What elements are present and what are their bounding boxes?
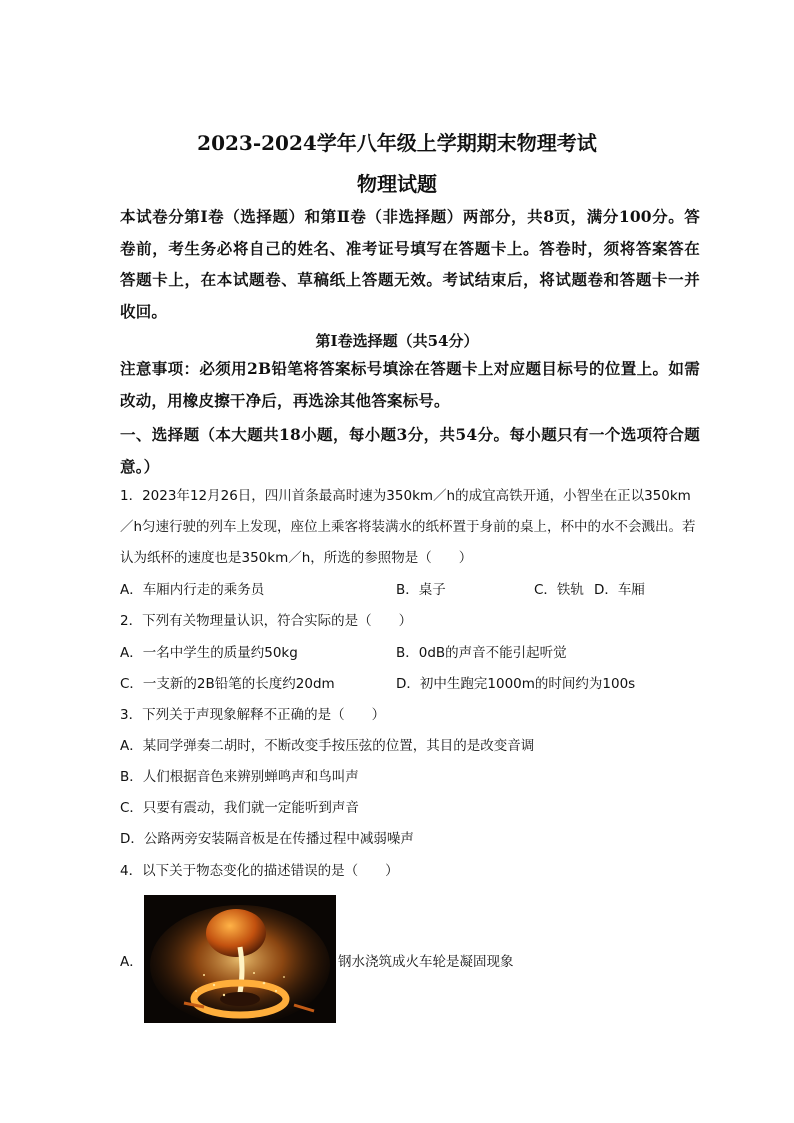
question-2-stem: 2．下列有关物理量认识，符合实际的是（ ） (120, 613, 413, 629)
question-4-option-a-label: A． (120, 954, 143, 970)
section-notice: 注意事项：必须用2B铅笔将答案标号填涂在答题卡上对应题目标号的位置上。如需改动，用橡皮擦干净后，再选涂其他答案标号。 (120, 359, 700, 410)
question-3-stem: 3．下列关于声现象解释不正确的是（ ） (120, 707, 386, 723)
section-title: 第Ⅰ卷选择题（共54分） (315, 332, 479, 350)
question-4-option-a-text: 钢水浇筑成火车轮是凝固现象 (338, 954, 514, 970)
question-3-option-a: A．某同学弹奏二胡时，不断改变手按压弦的位置，其目的是改变音调 (120, 738, 535, 754)
exam-subtitle: 物理试题 (357, 172, 437, 196)
question-1-stem: 1．2023年12月26日，四川首条最高时速为350km／h的成宜高铁开通，小智坐在正以350km／h匀速行驶的列车上发现，座位上乘客将装满水的纸杯置于身前的桌上，杯中的水不会溅出。若认为纸杯的速度也是350km／h，所选的参照物是（ ） (120, 488, 696, 566)
question-1-option-d: D．车厢 (594, 582, 645, 598)
choice-heading: 一、选择题（本大题共18小题，每小题3分，共54分。每小题只有一个选项符合题意。） (120, 425, 700, 476)
question-1-option-c: C．铁轨 (534, 582, 584, 598)
molten-steel-pouring-image (144, 895, 336, 1023)
question-2-option-b: B．0dB的声音不能引起听觉 (396, 645, 567, 661)
question-3-option-b: B．人们根据音色来辨别蝉鸣声和鸟叫声 (120, 769, 359, 785)
question-3-option-d: D．公路两旁安装隔音板是在传播过程中减弱噪声 (120, 831, 414, 847)
question-1-option-a: A．车厢内行走的乘务员 (120, 582, 265, 598)
question-2-option-d: D．初中生跑完1000m的时间约为100s (396, 676, 636, 692)
question-2-option-c: C．一支新的2B铅笔的长度约20dm (120, 676, 335, 692)
exam-instructions: 本试卷分第Ⅰ卷（选择题）和第Ⅱ卷（非选择题）两部分，共8页，满分100分。答卷前，考生务必将自己的姓名、准考证号填写在答题卡上。答卷时，须将答案答在答题卡上，在本试题卷、草稿纸上答题无效。考试结束后，将试题卷和答题卡一并收回。 (120, 207, 700, 321)
exam-title: 2023-2024学年八年级上学期期末物理考试 (197, 131, 597, 155)
question-2-option-a: A．一名中学生的质量约50kg (120, 645, 298, 661)
question-3-option-c: C．只要有震动，我们就一定能听到声音 (120, 800, 359, 816)
question-1-option-b: B．桌子 (396, 582, 446, 598)
question-4-stem: 4．以下关于物态变化的描述错误的是（ ） (120, 863, 399, 879)
